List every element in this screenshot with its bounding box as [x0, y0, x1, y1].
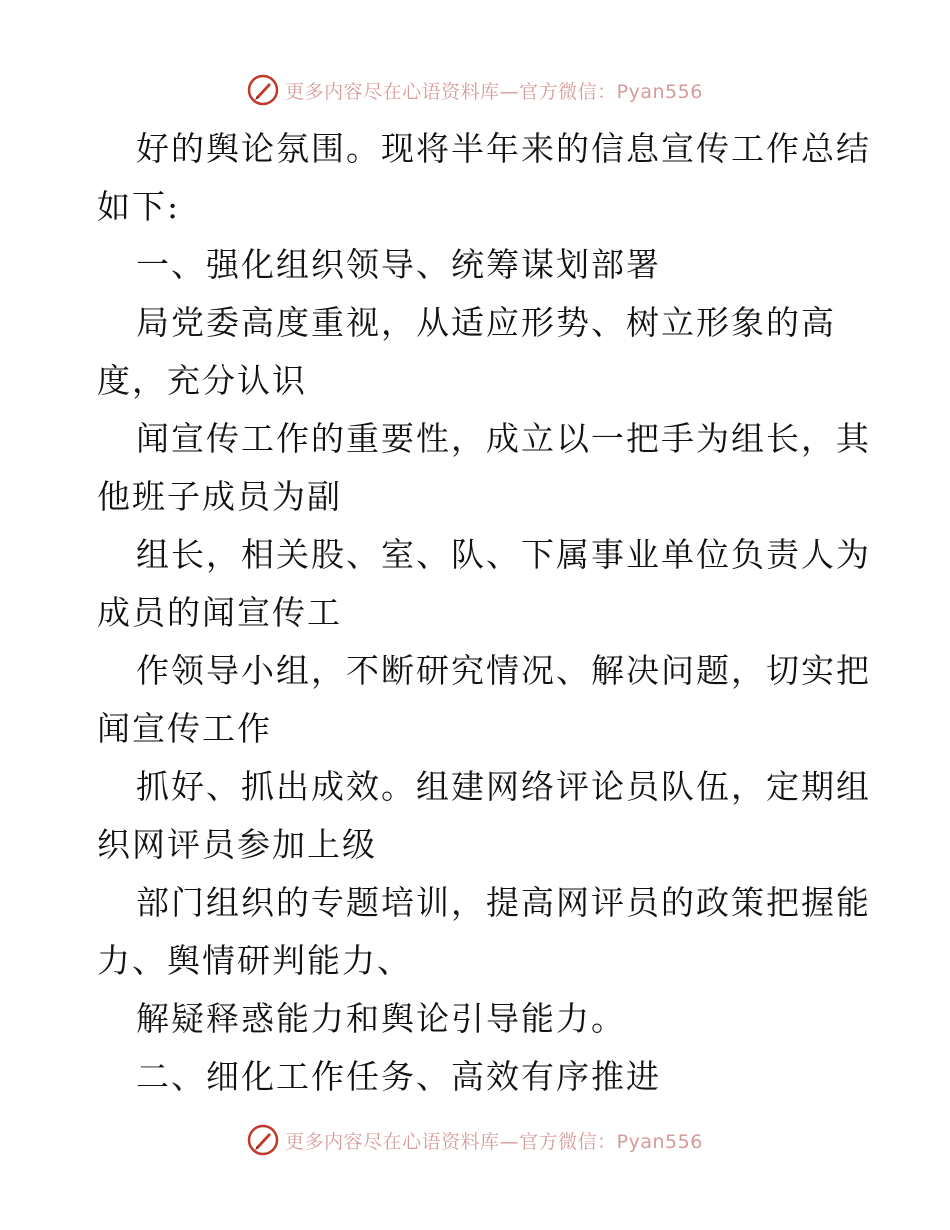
watermark-text: 更多内容尽在心语资料库—官方微信：Pyan556 [285, 80, 703, 103]
text-line: 他班子成员为副 [97, 477, 342, 516]
text-line: 局党委高度重视，从适应形势、树立形象的高 [136, 303, 836, 342]
text-line: 抓好、抓出成效。组建网络评论员队伍，定期组 [136, 767, 871, 806]
watermark-text: 更多内容尽在心语资料库—官方微信：Pyan556 [285, 1130, 703, 1153]
text-line: 闻宣传工作的重要性，成立以一把手为组长，其 [136, 419, 871, 458]
text-line: 二、细化工作任务、高效有序推进 [136, 1057, 661, 1096]
text-line: 作领导小组，不断研究情况、解决问题，切实把 [136, 651, 871, 690]
quill-logo-icon [247, 74, 279, 106]
text-line: 好的舆论氛围。现将半年来的信息宣传工作总结 [136, 129, 871, 168]
text-line: 闻宣传工作 [97, 709, 272, 748]
footer-watermark [0, 1120, 950, 1160]
text-line: 如下: [97, 187, 181, 226]
header-watermark [0, 70, 950, 110]
document-body [97, 120, 871, 1106]
quill-logo-icon [247, 1124, 279, 1156]
text-line: 一、强化组织领导、统筹谋划部署 [136, 245, 661, 284]
text-line: 部门组织的专题培训，提高网评员的政策把握能 [136, 883, 871, 922]
text-line: 解疑释惑能力和舆论引导能力。 [136, 999, 626, 1038]
text-line: 成员的闻宣传工 [97, 593, 342, 632]
text-line: 组长，相关股、室、队、下属事业单位负责人为 [136, 535, 871, 574]
text-line: 力、舆情研判能力、 [97, 941, 412, 980]
text-line: 织网评员参加上级 [97, 825, 377, 864]
text-line: 度，充分认识 [97, 361, 307, 400]
